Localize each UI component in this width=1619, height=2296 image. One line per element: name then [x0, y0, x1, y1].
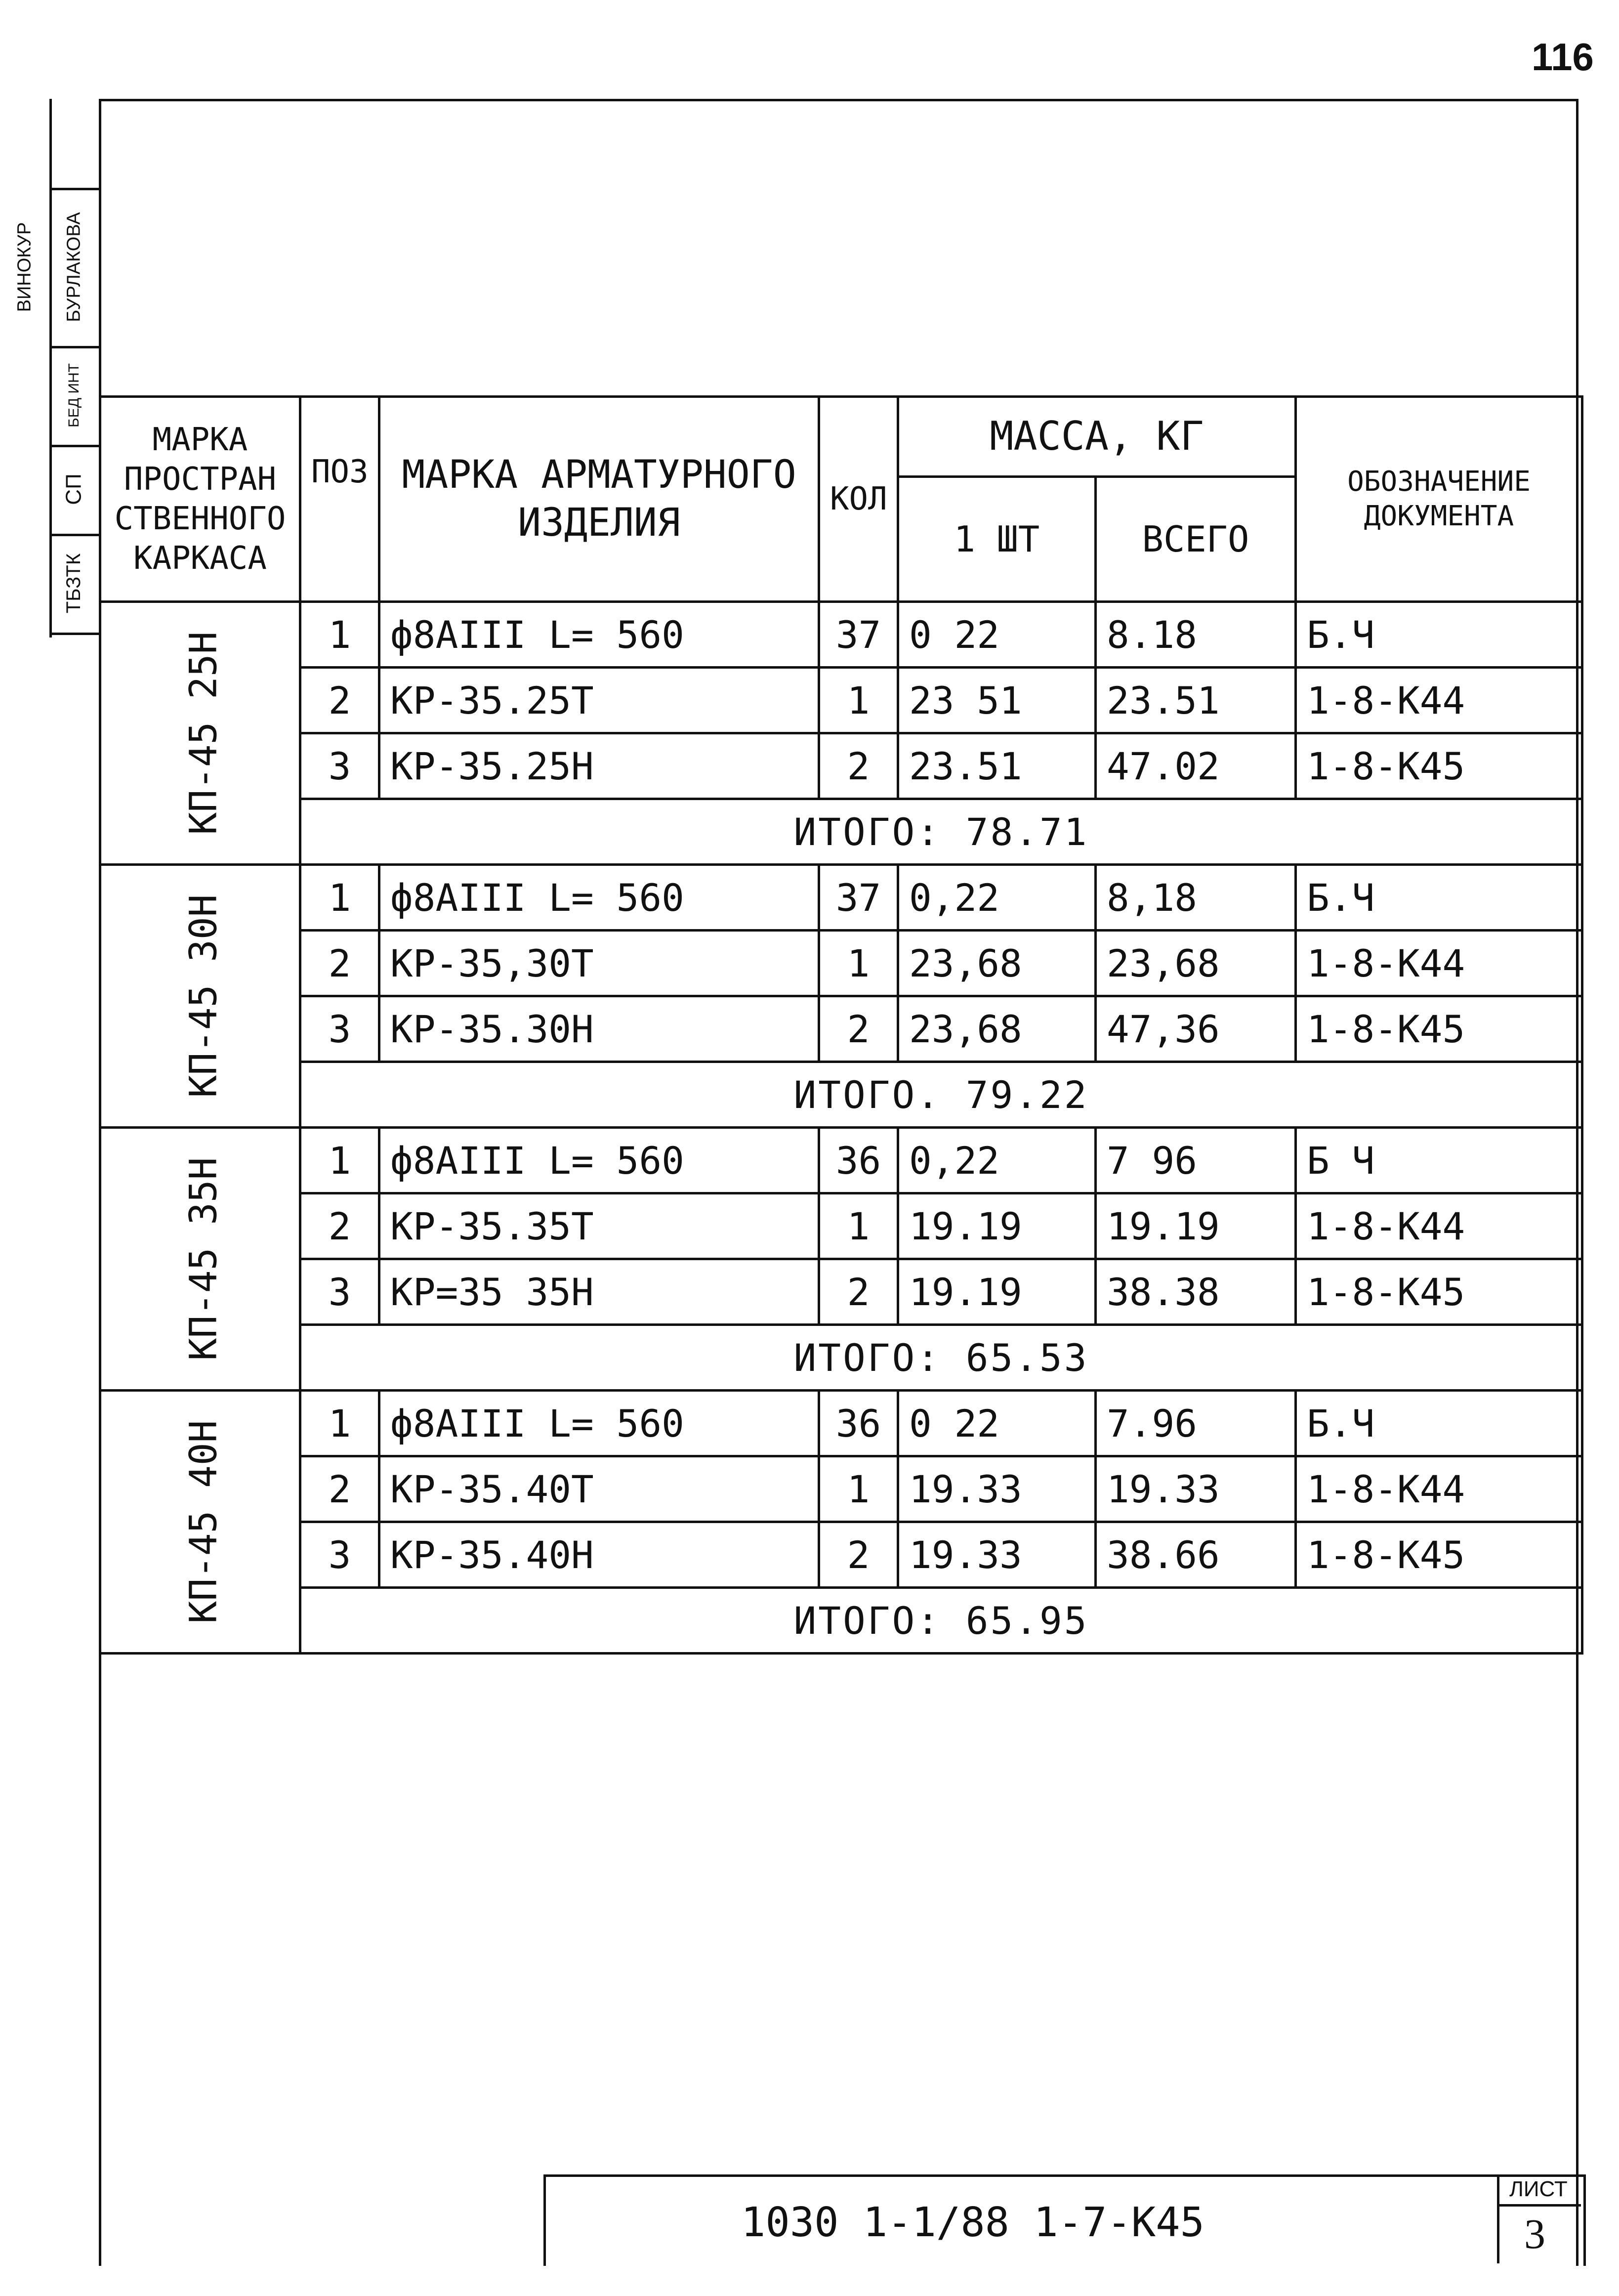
sheet-number: 3 [1524, 2210, 1545, 2257]
pos-cell: 2 [300, 668, 379, 733]
mass-total-cell: 19.19 [1096, 1193, 1296, 1259]
mass-total-cell: 38.66 [1096, 1522, 1296, 1588]
item-mark-cell: ф8АIII L= 560 [379, 602, 819, 668]
document-code: 1030 1-1/88 1-7-К45 [741, 2199, 1204, 2246]
mass-one-cell: 0 22 [898, 602, 1096, 668]
qty-cell: 1 [819, 1193, 898, 1259]
group-total: ИТОГО. 79.22 [300, 1062, 1582, 1128]
qty-cell: 2 [819, 1259, 898, 1325]
frame-mark-cell [100, 865, 300, 1128]
mass-one-cell: 19.33 [898, 1522, 1096, 1588]
item-mark-cell: КР-35.30Н [379, 996, 819, 1062]
mass-total-cell: 23.51 [1096, 668, 1296, 733]
item-mark-cell: КР-35.40Т [379, 1456, 819, 1522]
stamp-name-1: ВИНОКУР [14, 222, 35, 312]
pos-cell: 1 [300, 1128, 379, 1193]
frame-mark-label: КП-45 25Н [181, 631, 225, 835]
item-mark-cell: КР=35 35Н [379, 1259, 819, 1325]
header-doc: ОБОЗНАЧЕНИЕ ДОКУМЕНТА [1296, 397, 1582, 602]
mass-total-cell: 7 96 [1096, 1128, 1296, 1193]
qty-cell: 2 [819, 1522, 898, 1588]
qty-cell: 37 [819, 865, 898, 931]
doc-cell: 1-8-К45 [1296, 996, 1582, 1062]
table-row [100, 996, 1582, 1062]
doc-cell: 1-8-К45 [1296, 733, 1582, 799]
mass-total-cell: 7.96 [1096, 1391, 1296, 1456]
pos-cell: 1 [300, 1391, 379, 1456]
pos-cell: 2 [300, 931, 379, 996]
mass-total-cell: 23,68 [1096, 931, 1296, 996]
mass-one-cell: 0,22 [898, 1128, 1096, 1193]
item-mark-cell: КР-35.40Н [379, 1522, 819, 1588]
header-mass-one: 1 ШТ [898, 476, 1096, 601]
item-mark-cell: КР-35.25Н [379, 733, 819, 799]
pos-cell: 2 [300, 1193, 379, 1259]
qty-cell: 1 [819, 668, 898, 733]
table-row [100, 1259, 1582, 1325]
qty-cell: 1 [819, 931, 898, 996]
pos-cell: 1 [300, 602, 379, 668]
stamp-label-3: ТБЗТК [63, 553, 85, 613]
frame-mark-label: КП-45 40Н [181, 1420, 225, 1624]
qty-cell: 37 [819, 602, 898, 668]
specification-table [99, 395, 1583, 1655]
doc-cell: Б.Ч [1296, 602, 1582, 668]
header-pos: ПОЗ [300, 397, 379, 602]
header-qty: КОЛ [819, 397, 898, 602]
page-number: 116 [1532, 35, 1594, 79]
doc-cell: Б Ч [1296, 1128, 1582, 1193]
mass-one-cell: 23,68 [898, 996, 1096, 1062]
table-row [100, 1391, 1582, 1456]
group-total: ИТОГО: 78.71 [300, 799, 1582, 865]
doc-cell: 1-8-К44 [1296, 1193, 1582, 1259]
pos-cell: 3 [300, 1259, 379, 1325]
qty-cell: 2 [819, 733, 898, 799]
mass-total-cell: 47,36 [1096, 996, 1296, 1062]
doc-cell: 1-8-К44 [1296, 931, 1582, 996]
table-row [100, 733, 1582, 799]
pos-cell: 3 [300, 1522, 379, 1588]
item-mark-cell: КР-35.25Т [379, 668, 819, 733]
item-mark-cell: КР-35.35Т [379, 1193, 819, 1259]
pos-cell: 3 [300, 996, 379, 1062]
group-total: ИТОГО: 65.95 [300, 1588, 1582, 1654]
pos-cell: 2 [300, 1456, 379, 1522]
mass-one-cell: 23,68 [898, 931, 1096, 996]
header-item-mark: МАРКА АРМАТУРНОГО ИЗДЕЛИЯ [379, 397, 819, 602]
doc-cell: 1-8-К44 [1296, 668, 1582, 733]
total-row [100, 799, 1582, 865]
stamp-label-2: СП [62, 473, 86, 505]
mass-one-cell: 23.51 [898, 733, 1096, 799]
mass-total-cell: 8,18 [1096, 865, 1296, 931]
table-row [100, 1128, 1582, 1193]
item-mark-cell: КР-35,30Т [379, 931, 819, 996]
mass-one-cell: 0 22 [898, 1391, 1096, 1456]
mass-one-cell: 0,22 [898, 865, 1096, 931]
header-frame-mark: МАРКА ПРОСТРАН СТВЕННОГО КАРКАСА [100, 397, 300, 602]
mass-total-cell: 8.18 [1096, 602, 1296, 668]
sheet-label: ЛИСТ [1509, 2177, 1568, 2201]
frame-mark-label: КП-45 30Н [181, 894, 225, 1098]
table-row [100, 1522, 1582, 1588]
table-row [100, 668, 1582, 733]
mass-one-cell: 19.19 [898, 1193, 1096, 1259]
frame-mark-cell [100, 1391, 300, 1654]
item-mark-cell: ф8АIII L= 560 [379, 1128, 819, 1193]
group-total: ИТОГО: 65.53 [300, 1325, 1582, 1391]
pos-cell: 3 [300, 733, 379, 799]
mass-total-cell: 19.33 [1096, 1456, 1296, 1522]
mass-total-cell: 47.02 [1096, 733, 1296, 799]
mass-one-cell: 19.33 [898, 1456, 1096, 1522]
mass-one-cell: 19.19 [898, 1259, 1096, 1325]
frame-mark-cell [100, 602, 300, 865]
table-body [100, 602, 1582, 1654]
frame-mark-cell [100, 1128, 300, 1391]
doc-cell: Б.Ч [1296, 1391, 1582, 1456]
qty-cell: 2 [819, 996, 898, 1062]
table-row [100, 602, 1582, 668]
total-row [100, 1588, 1582, 1654]
table-row [100, 865, 1582, 931]
table-row [100, 931, 1582, 996]
doc-cell: 1-8-К45 [1296, 1522, 1582, 1588]
total-row [100, 1325, 1582, 1391]
table-row [100, 1456, 1582, 1522]
item-mark-cell: ф8АIII L= 560 [379, 865, 819, 931]
qty-cell: 1 [819, 1456, 898, 1522]
pos-cell: 1 [300, 865, 379, 931]
stamp-label-1: БЕД ИНТ [66, 363, 82, 427]
mass-one-cell: 23 51 [898, 668, 1096, 733]
qty-cell: 36 [819, 1128, 898, 1193]
header-mass-total: ВСЕГО [1096, 476, 1296, 601]
doc-cell: Б.Ч [1296, 865, 1582, 931]
total-row [100, 1062, 1582, 1128]
mass-total-cell: 38.38 [1096, 1259, 1296, 1325]
doc-cell: 1-8-К45 [1296, 1259, 1582, 1325]
stamp-name-2: БУРЛАКОВА [63, 212, 84, 322]
qty-cell: 36 [819, 1391, 898, 1456]
table-row [100, 1193, 1582, 1259]
header-mass: МАССА, КГ [898, 397, 1296, 477]
doc-cell: 1-8-К44 [1296, 1456, 1582, 1522]
item-mark-cell: ф8АIII L= 560 [379, 1391, 819, 1456]
frame-mark-label: КП-45 35Н [181, 1157, 225, 1361]
